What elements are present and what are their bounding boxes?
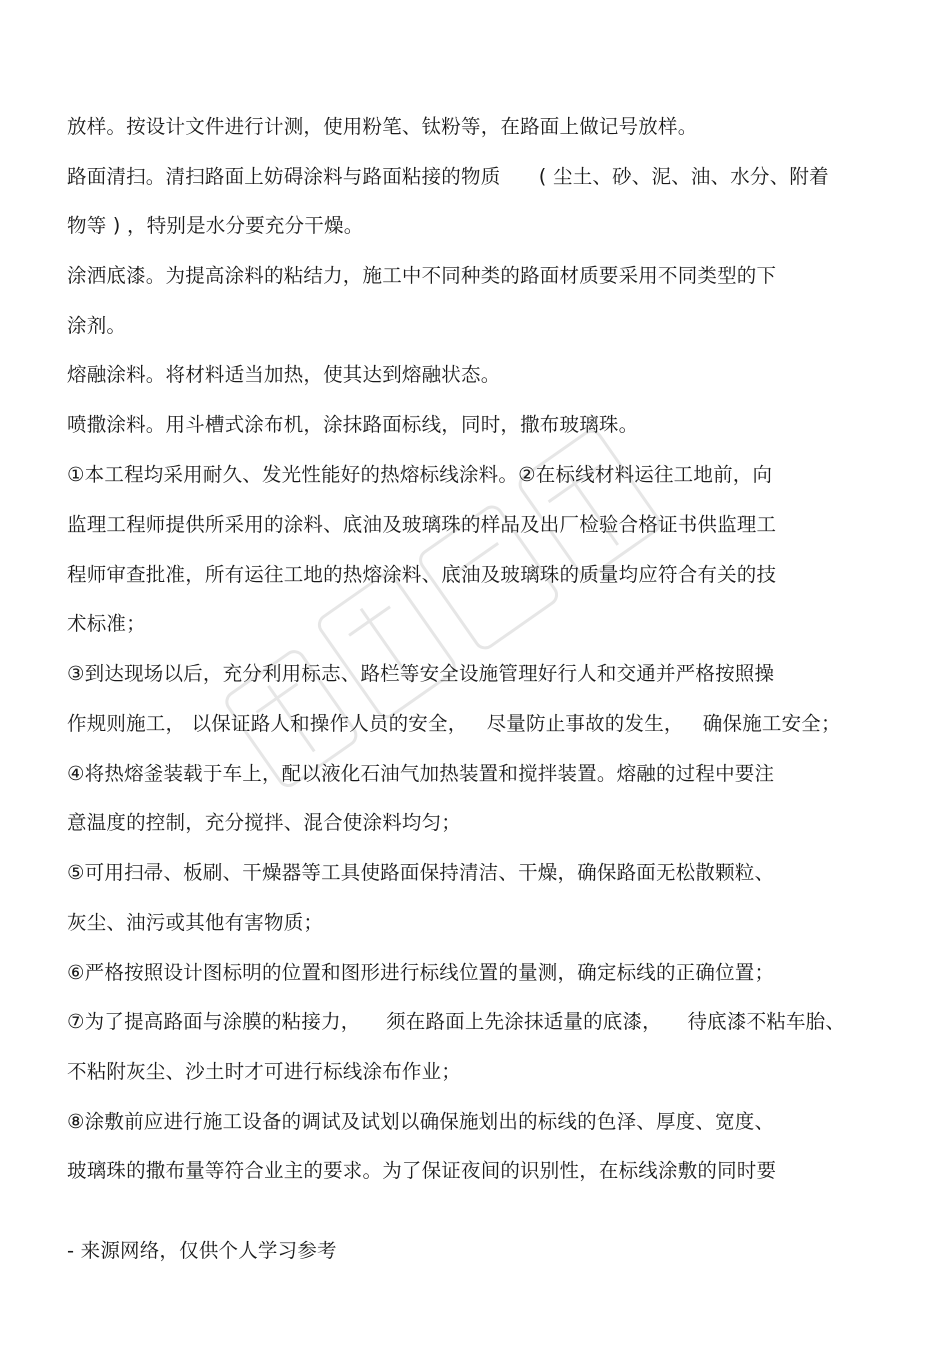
body-line: ⑤可用扫帚、板刷、干燥器等工具使路面保持清洁、干燥，确保路面无松散颗粒、 xyxy=(67,861,775,884)
body-line: 物等 ) ，特别是水分要充分干燥。 xyxy=(67,214,364,237)
body-line: ④将热熔釜装载于车上，配以液化石油气加热装置和搅拌装置。熔融的过程中要注 xyxy=(67,762,775,785)
body-line: 监理工程师提供所采用的涂料、底油及玻璃珠的样品及出厂检验合格证书供监理工 xyxy=(67,513,777,536)
body-line: 放样。按设计文件进行计测，使用粉笔、钛粉等，在路面上做记号放样。 xyxy=(67,115,698,138)
body-line: 喷撒涂料。用斗槽式涂布机，涂抹路面标线，同时，撒布玻璃珠。 xyxy=(67,413,639,436)
footer-note: - 来源网络，仅供个人学习参考 xyxy=(67,1239,337,1262)
body-line: 意温度的控制，充分搅拌、混合使涂料均匀； xyxy=(67,811,462,834)
body-line: 不粘附灰尘、沙土时才可进行标线涂布作业； xyxy=(67,1060,462,1083)
body-line: 作规则施工， 以保证路人和操作人员的安全， 尽量防止事故的发生， 确保施工安全； xyxy=(67,712,841,735)
body-line: 程师审查批准，所有运往工地的热熔涂料、底油及玻璃珠的质量均应符合有关的技 xyxy=(67,563,777,586)
body-line: 灰尘、油污或其他有害物质； xyxy=(67,911,324,934)
body-line: ⑦为了提高路面与涂膜的粘接力， 须在路面上先涂抹适量的底漆， 待底漆不粘车胎、 xyxy=(67,1010,846,1033)
body-line: 术标准； xyxy=(67,612,146,635)
body-line: ⑧涂敷前应进行施工设备的调试及试划以确保施划出的标线的色泽、厚度、宽度、 xyxy=(67,1110,775,1133)
body-line: 路面清扫。清扫路面上妨碍涂料与路面粘接的物质 ( 尘土、砂、泥、油、水分、附着 xyxy=(67,165,829,188)
body-line: ⑥严格按照设计图标明的位置和图形进行标线位置的量测，确定标线的正确位置； xyxy=(67,961,775,984)
body-line: 涂洒底漆。为提高涂料的粘结力，施工中不同种类的路面材质要采用不同类型的下 xyxy=(67,264,777,287)
body-line: 涂剂。 xyxy=(67,314,127,337)
body-line: ③到达现场以后，充分利用标志、路栏等安全设施管理好行人和交通并严格按照操 xyxy=(67,662,775,685)
body-line: ①本工程均采用耐久、发光性能好的热熔标线涂料。②在标线材料运往工地前，向 xyxy=(67,463,773,486)
body-line: 玻璃珠的撒布量等符合业主的要求。为了保证夜间的识别性，在标线涂敷的同时要 xyxy=(67,1159,777,1182)
body-line: 熔融涂料。将材料适当加热，使其达到熔融状态。 xyxy=(67,363,501,386)
